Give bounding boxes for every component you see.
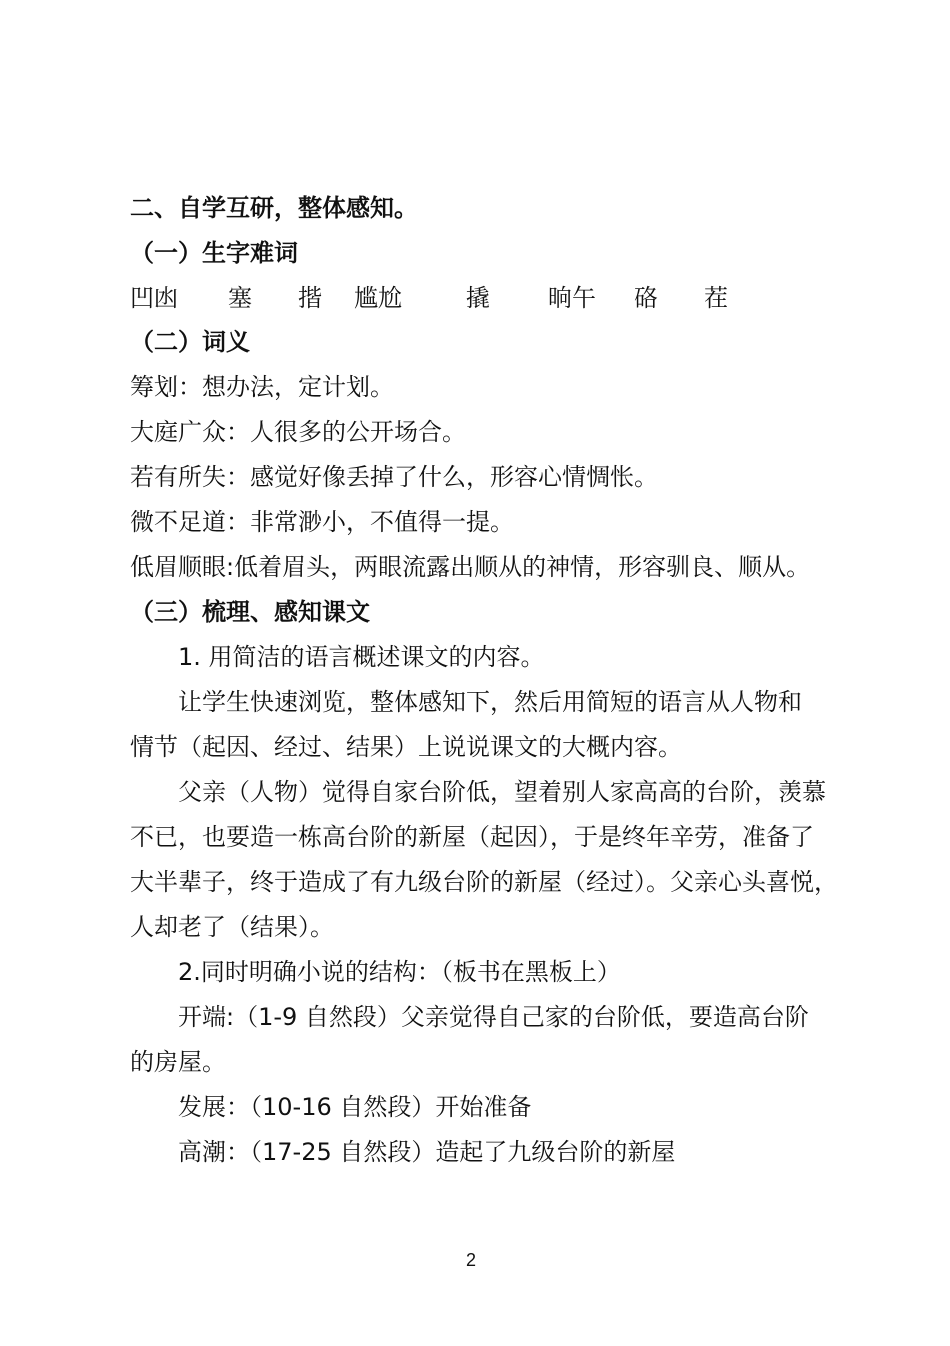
vocab-word: 硌 [634,284,658,312]
vocab-word: 晌午 [548,284,596,312]
page-number: 2 [466,1250,477,1270]
structure-climax: 高潮：（17-25 自然段）造起了九级台阶的新屋 [178,1138,676,1166]
vocab-word: 撬 [466,284,490,312]
vocab-word: 塞 [228,284,252,312]
definition-item: 筹划：想办法，定计划。 [130,373,394,401]
definition-item: 若有所失：感觉好像丢掉了什么，形容心情惆怅。 [130,463,658,491]
definition-item: 低眉顺眼:低着眉头，两眼流露出顺从的神情，形容驯良、顺从。 [130,553,811,581]
paragraph-line: 不已，也要造一栋高台阶的新屋（起因），于是终年辛劳，准备了 [130,823,814,851]
vocab-word: 揩 [298,284,322,312]
sub-heading-outline: （三）梳理、感知课文 [130,598,370,626]
paragraph-line: 情节（起因、经过、结果）上说说课文的大概内容。 [130,733,682,761]
structure-opening: 开端:（1-9 自然段）父亲觉得自己家的台阶低，要造高台阶 [178,1003,809,1031]
task-2: 2.同时明确小说的结构：（板书在黑板上） [178,958,621,986]
vocab-word: 尴尬 [354,284,402,312]
sub-heading-meanings: （二）词义 [130,328,250,356]
vocab-word: 凹凼 [130,284,178,312]
vocab-word: 茬 [704,284,728,312]
paragraph-line: 父亲（人物）觉得自家台阶低，望着别人家高高的台阶，羡慕 [178,778,826,806]
definition-item: 微不足道：非常渺小，不值得一提。 [130,508,514,536]
paragraph-line: 大半辈子，终于造成了有九级台阶的新屋（经过）。父亲心头喜悦， [130,868,838,896]
structure-development: 发展：（10-16 自然段）开始准备 [178,1093,532,1121]
section-heading: 二、自学互研，整体感知。 [130,194,418,222]
structure-opening-cont: 的房屋。 [130,1048,226,1076]
paragraph-line: 让学生快速浏览，整体感知下，然后用简短的语言从人物和 [178,688,802,716]
definition-item: 大庭广众：人很多的公开场合。 [130,418,466,446]
paragraph-line: 人却老了（结果）。 [130,913,334,941]
sub-heading-characters: （一）生字难词 [130,239,298,267]
task-1: 1. 用简洁的语言概述课文的内容。 [178,643,545,671]
